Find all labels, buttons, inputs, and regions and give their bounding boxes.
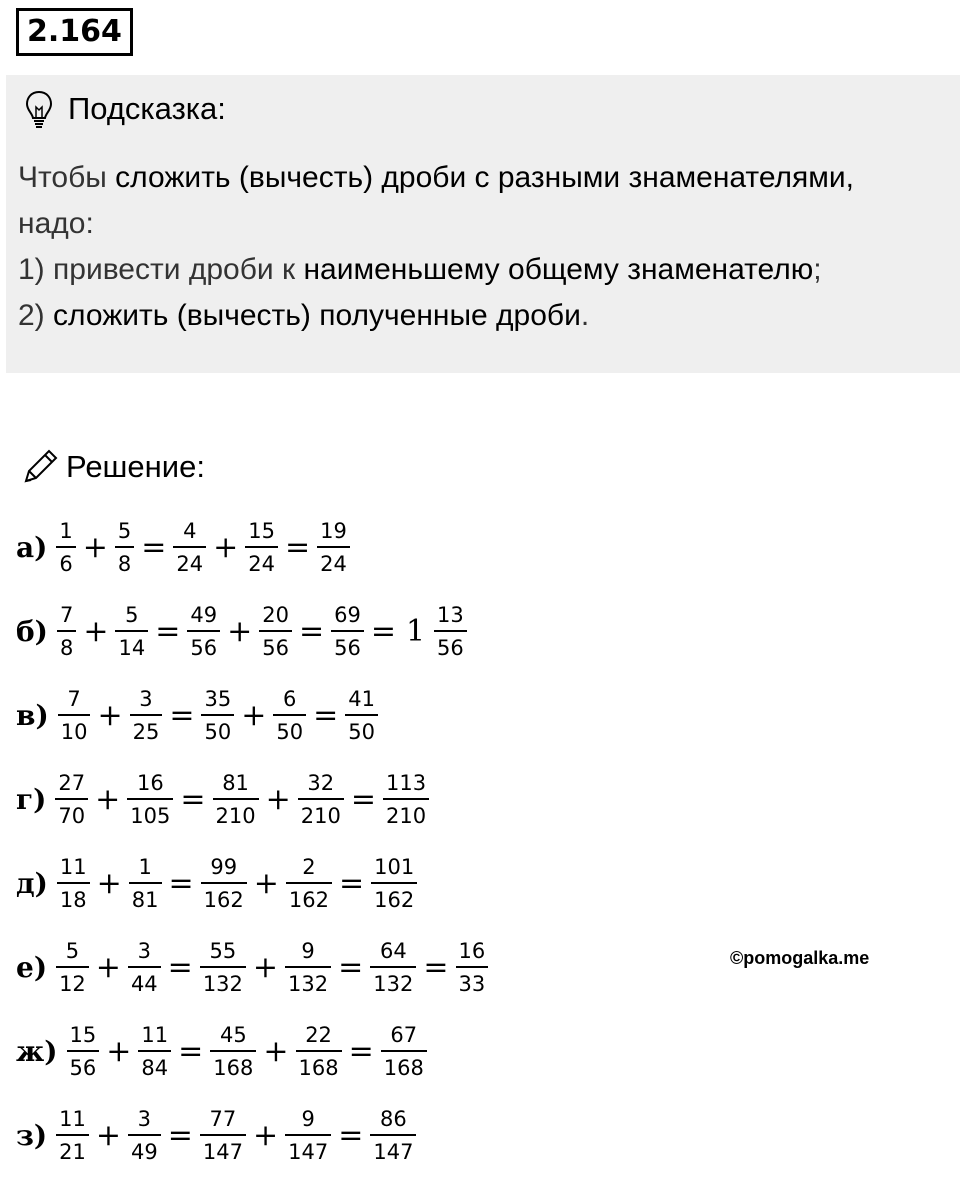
denominator: 14	[115, 630, 148, 661]
fraction	[57, 602, 76, 661]
numerator: 77	[209, 1106, 237, 1131]
equals-sign: =	[155, 613, 181, 649]
fraction	[434, 602, 467, 661]
fraction	[56, 938, 89, 997]
equals-sign: =	[423, 949, 449, 985]
numerator: 35	[204, 686, 232, 711]
numerator: 64	[379, 938, 407, 963]
fraction	[127, 770, 173, 829]
denominator: 18	[57, 882, 90, 913]
denominator: 168	[381, 1050, 427, 1081]
fraction	[286, 854, 332, 913]
plus-sign: +	[253, 865, 279, 901]
numerator: 5	[125, 602, 139, 627]
solution-line	[16, 512, 353, 582]
numerator: 5	[117, 518, 132, 543]
numerator: 11	[141, 1022, 169, 1047]
plus-sign: +	[213, 529, 239, 565]
hint-step2	[18, 293, 948, 339]
fraction	[173, 518, 206, 577]
equals-sign: =	[141, 529, 167, 565]
fraction	[285, 1106, 331, 1165]
line-label: е)	[16, 950, 48, 984]
solution-line	[16, 1016, 430, 1086]
fraction	[56, 518, 75, 577]
fraction	[138, 1022, 171, 1081]
hint-step1	[18, 247, 948, 293]
plus-sign: +	[95, 1117, 121, 1153]
numerator: 22	[305, 1022, 332, 1047]
denominator: 162	[201, 882, 247, 913]
equals-sign: =	[169, 697, 195, 733]
hint-step1-bold: наименьшему общему знаменателю	[303, 253, 814, 286]
plus-sign: +	[252, 949, 279, 985]
plus-sign: +	[83, 613, 109, 649]
denominator: 162	[286, 882, 332, 913]
denominator: 12	[56, 966, 89, 997]
fraction	[129, 854, 162, 913]
fraction	[187, 602, 220, 661]
plus-sign: +	[95, 781, 121, 817]
fraction	[201, 686, 234, 745]
equals-sign: =	[298, 613, 325, 649]
numerator: 13	[437, 602, 464, 627]
equals-sign: =	[167, 949, 193, 985]
numerator: 3	[137, 1106, 152, 1131]
numerator: 16	[136, 770, 164, 795]
fraction	[200, 938, 246, 997]
numerator: 7	[59, 602, 74, 627]
fraction	[317, 518, 350, 577]
watermark: ©pomogalka.me	[730, 948, 870, 968]
solution-line	[16, 764, 432, 834]
numerator: 9	[301, 938, 315, 963]
numerator: 69	[334, 602, 361, 627]
numerator: 5	[65, 938, 80, 963]
numerator: 11	[59, 1106, 86, 1131]
denominator: 70	[55, 798, 88, 829]
numerator: 45	[219, 1022, 247, 1047]
denominator: 132	[370, 966, 416, 997]
plus-sign: +	[106, 1033, 132, 1069]
plus-sign: +	[96, 865, 122, 901]
denominator: 132	[200, 966, 246, 997]
fraction	[296, 1022, 342, 1081]
numerator: 4	[183, 518, 197, 543]
denominator: 147	[370, 1134, 416, 1165]
lightbulb-icon	[24, 89, 54, 129]
fraction	[128, 938, 161, 997]
denominator: 168	[296, 1050, 342, 1081]
numerator: 9	[301, 1106, 315, 1131]
denominator: 24	[173, 546, 206, 577]
numerator: 49	[190, 602, 218, 627]
denominator: 81	[129, 882, 162, 913]
fraction	[130, 686, 163, 745]
numerator: 15	[69, 1022, 97, 1047]
line-label: в)	[16, 698, 49, 732]
equals-sign: =	[178, 1033, 204, 1069]
denominator: 24	[317, 546, 350, 577]
denominator: 84	[138, 1050, 171, 1081]
solution-line	[16, 596, 470, 666]
numerator: 1	[138, 854, 152, 879]
denominator: 210	[383, 798, 429, 829]
numerator: 3	[137, 938, 151, 963]
numerator: 2	[302, 854, 316, 879]
hint-title-text: Подсказка:	[68, 91, 226, 126]
equals-sign: =	[167, 1117, 193, 1153]
denominator: 44	[128, 966, 161, 997]
hint-step2-plain: 2)	[18, 299, 54, 332]
equals-sign: =	[370, 613, 396, 649]
plus-sign: +	[252, 1117, 279, 1153]
numerator: 11	[59, 854, 87, 879]
fraction	[55, 770, 88, 829]
hint-text	[18, 155, 948, 339]
fraction	[273, 686, 306, 745]
equals-sign: =	[339, 865, 365, 901]
fraction	[370, 938, 416, 997]
fraction	[128, 1106, 161, 1165]
equals-sign: =	[168, 865, 194, 901]
solution-title-text: Решение:	[66, 449, 205, 484]
numerator: 41	[348, 686, 375, 711]
denominator: 210	[298, 798, 344, 829]
fraction	[331, 602, 364, 661]
denominator: 25	[130, 714, 163, 745]
fraction	[298, 770, 344, 829]
solution-title	[20, 445, 205, 489]
equals-sign: =	[313, 697, 339, 733]
denominator: 56	[67, 1050, 100, 1081]
equals-sign: =	[285, 529, 311, 565]
denominator: 50	[345, 714, 378, 745]
numerator: 20	[262, 602, 289, 627]
numerator: 16	[458, 938, 486, 963]
plus-sign: +	[263, 1033, 289, 1069]
hint-intro-plain: Чтобы	[18, 161, 116, 194]
line-label: з)	[16, 1118, 48, 1152]
task-number: 2.164	[16, 8, 133, 56]
numerator: 32	[307, 770, 335, 795]
line-label: д)	[16, 866, 48, 900]
denominator: 8	[57, 630, 76, 661]
hint-box	[6, 75, 960, 373]
denominator: 162	[371, 882, 417, 913]
fraction	[456, 938, 489, 997]
line-label: ж)	[16, 1034, 58, 1068]
fraction	[285, 938, 331, 997]
solution-line	[16, 932, 491, 1002]
plus-sign: +	[265, 781, 291, 817]
denominator: 56	[259, 630, 292, 661]
denominator: 168	[210, 1050, 256, 1081]
numerator: 7	[67, 686, 81, 711]
line-label: а)	[16, 530, 48, 564]
hint-step1-plain: 1) привести дроби к	[18, 253, 304, 286]
denominator: 105	[127, 798, 173, 829]
numerator: 19	[320, 518, 347, 543]
hint-step2-end: .	[580, 299, 590, 332]
numerator: 86	[380, 1106, 407, 1131]
denominator: 33	[456, 966, 489, 997]
plus-sign: +	[95, 949, 121, 985]
plus-sign: +	[82, 529, 108, 565]
denominator: 56	[434, 630, 467, 661]
numerator: 1	[59, 518, 73, 543]
line-label: г)	[16, 782, 47, 816]
denominator: 21	[56, 1134, 89, 1165]
equals-sign: =	[338, 949, 364, 985]
hint-intro-end: ,	[845, 161, 854, 194]
denominator: 147	[200, 1134, 246, 1165]
denominator: 56	[187, 630, 220, 661]
denominator: 147	[285, 1134, 331, 1165]
solution-line	[16, 1100, 419, 1170]
numerator: 99	[210, 854, 238, 879]
fraction	[210, 1022, 256, 1081]
fraction	[56, 1106, 89, 1165]
denominator: 56	[331, 630, 364, 661]
numerator: 3	[139, 686, 153, 711]
hint-title	[24, 89, 226, 129]
solution-line	[16, 680, 381, 750]
equals-sign: =	[338, 1117, 364, 1153]
denominator: 210	[213, 798, 259, 829]
fraction	[115, 518, 134, 577]
denominator: 6	[56, 546, 75, 577]
fraction	[345, 686, 378, 745]
hint-intro	[18, 155, 948, 201]
denominator: 50	[273, 714, 306, 745]
plus-sign: +	[97, 697, 123, 733]
fraction	[67, 1022, 100, 1081]
denominator: 10	[58, 714, 91, 745]
numerator: 81	[222, 770, 249, 795]
fraction	[200, 1106, 246, 1165]
denominator: 49	[128, 1134, 161, 1165]
numerator: 55	[209, 938, 237, 963]
fraction	[381, 1022, 427, 1081]
numerator: 15	[248, 518, 276, 543]
fraction	[115, 602, 148, 661]
denominator: 8	[115, 546, 134, 577]
fraction	[383, 770, 429, 829]
numerator: 67	[390, 1022, 418, 1047]
numerator: 101	[374, 854, 415, 879]
numerator: 113	[385, 770, 427, 795]
numerator: 6	[283, 686, 297, 711]
fraction	[371, 854, 417, 913]
hint-step2-bold: сложить (вычесть) полученные дроби	[53, 299, 581, 332]
fraction	[245, 518, 278, 577]
pencil-icon	[20, 447, 60, 487]
equals-sign: =	[348, 1033, 374, 1069]
fraction	[201, 854, 247, 913]
fraction	[213, 770, 259, 829]
numerator: 27	[58, 770, 86, 795]
hint-line2: надо:	[18, 207, 94, 240]
line-label: б)	[16, 614, 48, 648]
fraction	[58, 686, 91, 745]
fraction	[259, 602, 292, 661]
fraction	[370, 1106, 416, 1165]
equals-sign: =	[350, 781, 376, 817]
denominator: 132	[285, 966, 331, 997]
fraction	[57, 854, 90, 913]
plus-sign: +	[227, 613, 253, 649]
whole-part: 1	[405, 613, 426, 649]
equals-sign: =	[180, 781, 206, 817]
plus-sign: +	[241, 697, 267, 733]
denominator: 50	[201, 714, 234, 745]
hint-step1-end: ;	[813, 253, 822, 286]
denominator: 24	[245, 546, 278, 577]
solution-line	[16, 848, 420, 918]
hint-intro-bold: сложить (вычесть) дроби с разными знаменателями	[115, 161, 846, 194]
